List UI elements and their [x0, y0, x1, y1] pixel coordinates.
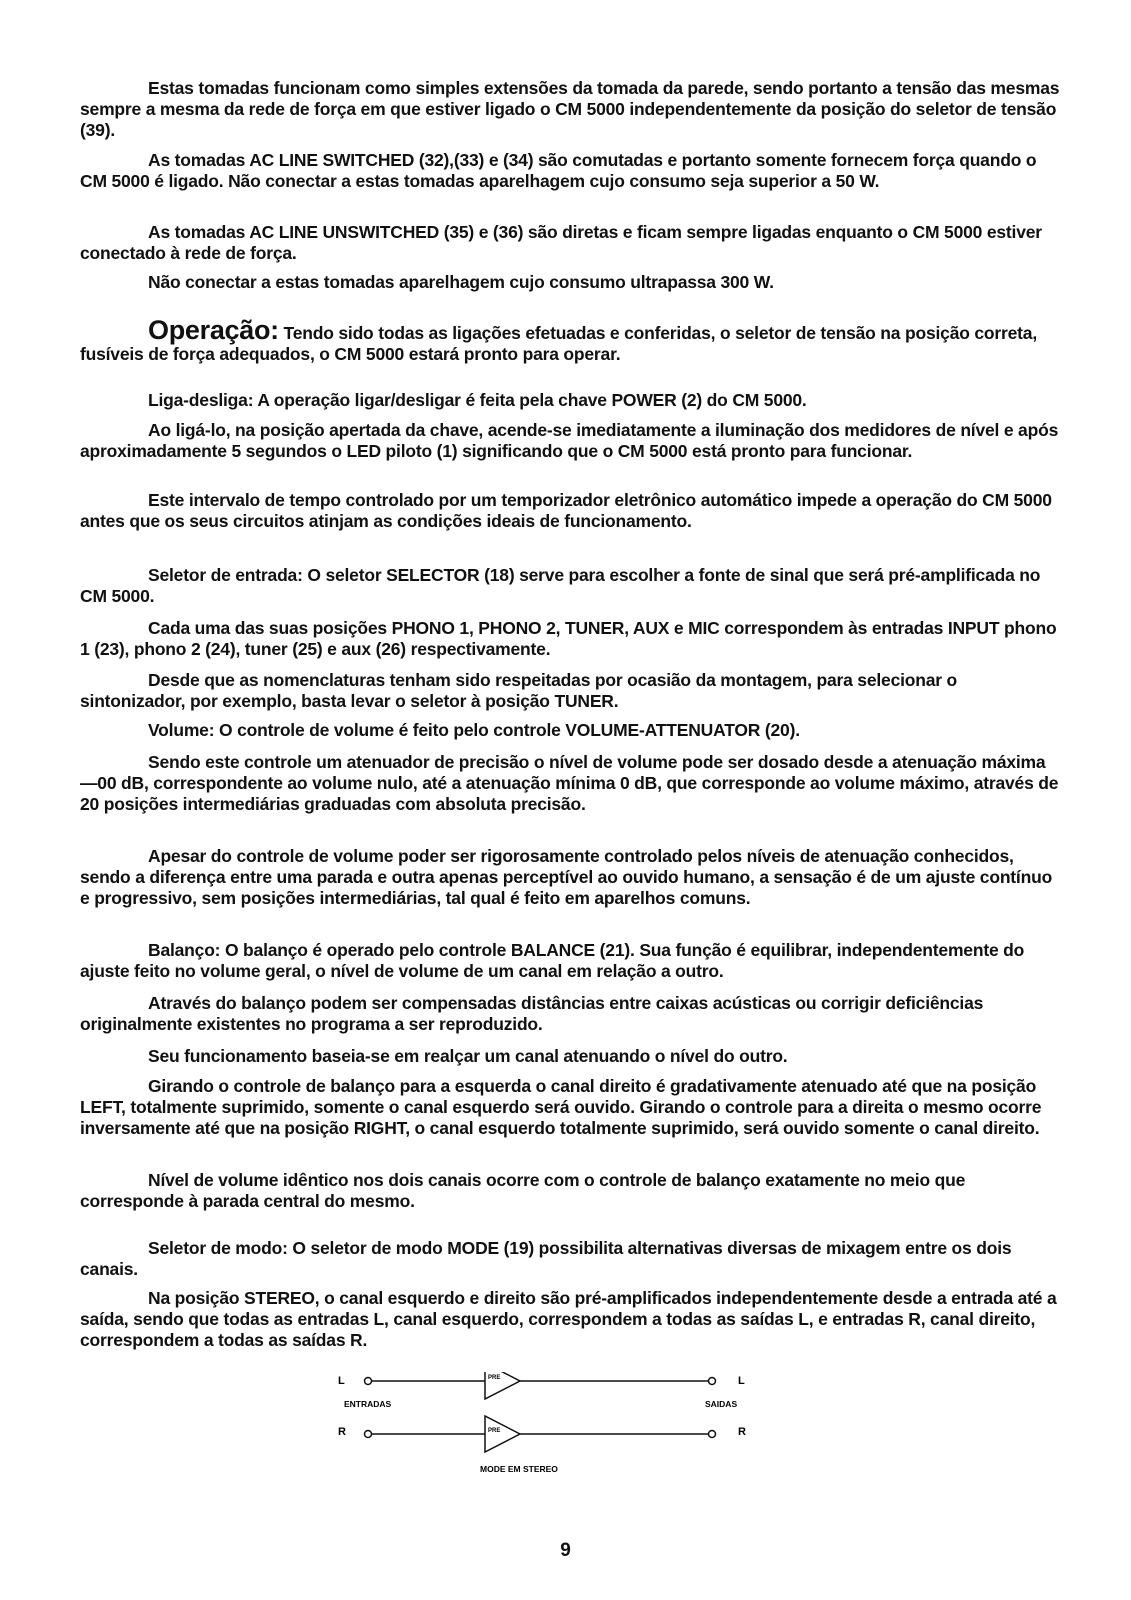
- diagram-caption: MODE EM STEREO: [480, 1464, 558, 1474]
- paragraph: Sendo este controle um atenuador de precisão o nível de volume pode ser dosado desde a atenuação máxima —00 dB, correspondente ao volume nulo, até a atenuação mínima 0 dB, que corresponde ao volume máximo, através de 20 posições intermediárias graduadas com absoluta precisão.: [80, 752, 1059, 814]
- paragraph: Não conectar a estas tomadas aparelhagem cujo consumo ultrapassa 300 W.: [148, 272, 774, 292]
- section-heading-paragraph: Operação: Tendo sido todas as ligações efetuadas e conferidas, o seletor de tensão na posição correta, fusíveis de força adequados, o CM 5000 estará pronto para operar.: [80, 315, 1037, 364]
- paragraph: As tomadas AC LINE SWITCHED (32),(33) e (34) são comutadas e portanto somente fornecem força quando o CM 5000 é ligado. Não conectar a estas tomadas aparelhagem cujo consumo seja superior a 50 W.: [80, 150, 1037, 191]
- paragraph: Cada uma das suas posições PHONO 1, PHONO 2, TUNER, AUX e MIC correspondem às entradas INPUT phono 1 (23), phono 2 (24), tuner (25) e aux (26) respectivamente.: [80, 618, 1057, 659]
- right-output-terminal: [709, 1431, 716, 1438]
- paragraph: Este intervalo de tempo controlado por um temporizador eletrônico automático impede a operação do CM 5000 antes que os seus circuitos atinjam as condições ideais de funcionamento.: [80, 490, 1052, 531]
- right-input-terminal: [365, 1431, 372, 1438]
- paragraph: As tomadas AC LINE UNSWITCHED (35) e (36) são diretas e ficam sempre ligadas enquanto o CM 5000 estiver conectado à rede de força.: [80, 222, 1042, 263]
- paragraph: Volume: O controle de volume é feito pelo controle VOLUME-ATTENUATOR (20).: [148, 720, 800, 740]
- paragraph: Ao ligá-lo, na posição apertada da chave, acende-se imediatamente a iluminação dos medidores de nível e após aproximadamente 5 segundos o LED piloto (1) significando que o CM 5000 está pronto para funcionar.: [80, 420, 1059, 461]
- paragraph: Através do balanço podem ser compensadas distâncias entre caixas acústicas ou corrigir deficiências originalmente existentes no programa a ser reproduzido.: [80, 993, 984, 1034]
- left-output-label: L: [738, 1375, 745, 1387]
- paragraph: Girando o controle de balanço para a esquerda o canal direito é gradativamente atenuado até que na posição LEFT, totalmente suprimido, somente o canal esquerdo será ouvido. Girando o controle para a direita o mesmo ocorre inversamente até que na posição RIGHT, o canal esquerdo totalmente suprimido, será ouvido somente o canal direito.: [80, 1076, 1042, 1138]
- right-amplifier: [485, 1416, 520, 1452]
- right-output-label: R: [738, 1426, 746, 1438]
- paragraph: Seletor de entrada: O seletor SELECTOR (18) serve para escolher a fonte de sinal que será pré-amplificada no CM 5000.: [80, 565, 1041, 606]
- paragraph: Nível de volume idêntico nos dois canais ocorre com o controle de balanço exatamente no meio que corresponde à parada central do mesmo.: [80, 1170, 966, 1211]
- stereo-mode-diagram: [330, 1372, 780, 1502]
- left-input-terminal: [365, 1378, 372, 1385]
- paragraph: Seu funcionamento baseia-se em realçar um canal atenuando o nível do outro.: [148, 1046, 788, 1066]
- inputs-label: ENTRADAS: [344, 1399, 392, 1409]
- right-amp-label: PRE: [488, 1428, 501, 1434]
- paragraph: Apesar do controle de volume poder ser rigorosamente controlado pelos níveis de atenuação conhecidos, sendo a diferença entre uma parada e outra apenas perceptível ao ouvido humano, a sensação é de um ajuste contínuo e progressivo, sem posições intermediárias, tal qual é feito em aparelhos comuns.: [80, 846, 1053, 908]
- left-input-label: L: [338, 1375, 345, 1387]
- outputs-label: SAIDAS: [705, 1399, 738, 1409]
- left-amp-label: PRE: [488, 1375, 501, 1381]
- paragraph: Na posição STEREO, o canal esquerdo e direito são pré-amplificados independentemente desde a entrada até a saída, sendo que todas as entradas L, canal esquerdo, correspondem a todas as saídas L, e entradas R, canal direito, correspondem a todas as saídas R.: [80, 1288, 1057, 1350]
- paragraph: Balanço: O balanço é operado pelo controle BALANCE (21). Sua função é equilibrar, independentemente do ajuste feito no volume geral, o nível de volume de um canal em relação a outro.: [80, 940, 1025, 981]
- section-heading: Operação:: [148, 315, 279, 345]
- paragraph: Liga-desliga: A operação ligar/desligar é feita pela chave POWER (2) do CM 5000.: [148, 390, 807, 410]
- right-input-label: R: [338, 1426, 346, 1438]
- paragraph: Estas tomadas funcionam como simples extensões da tomada da parede, sendo portanto a tensão das mesmas sempre a mesma da rede de força em que estiver ligado o CM 5000 independentemente da posição do seletor de tensão (39).: [80, 78, 1060, 140]
- left-output-terminal: [709, 1378, 716, 1385]
- page-number: 9: [560, 1540, 571, 1561]
- paragraph: Desde que as nomenclaturas tenham sido respeitadas por ocasião da montagem, para selecionar o sintonizador, por exemplo, basta levar o seletor à posição TUNER.: [80, 670, 958, 711]
- paragraph: Seletor de modo: O seletor de modo MODE (19) possibilita alternativas diversas de mixagem entre os dois canais.: [80, 1238, 1012, 1279]
